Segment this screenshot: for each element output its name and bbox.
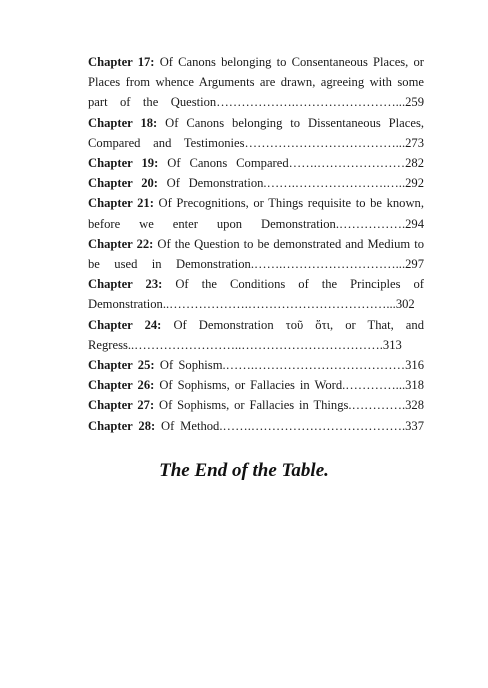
chapter-title: Of Sophisms, or Fallacies in Word.…………...318 [159,378,425,393]
toc-entry-chapter-24 [88,315,424,355]
end-of-table-heading: The End of the Table. [159,460,329,481]
chapter-label: Chapter 19: [88,156,159,171]
toc-entry-chapter-19 [88,153,424,173]
table-of-contents [88,52,424,436]
chapter-label: Chapter 25: [88,358,155,373]
toc-entry-chapter-18 [88,113,424,153]
chapter-label: Chapter 17: [88,55,155,69]
chapter-title: Of Method.…….……………………………….337 [161,418,425,433]
toc-entry-chapter-23 [88,274,424,314]
toc-entry-chapter-21 [88,193,424,233]
chapter-label: Chapter 21: [88,196,154,211]
chapter-title: Of Demonstration.…….………………….…..292 [166,176,424,191]
chapter-label: Chapter 23: [88,277,163,292]
chapter-label: Chapter 28: [88,418,156,433]
chapter-title: Of Sophism.…….………………………………316 [159,358,424,373]
toc-entry-chapter-25 [88,355,424,375]
chapter-title: Of Canons Compared…….…………………282 [167,156,424,171]
toc-entry-chapter-26 [88,375,424,395]
chapter-title: Of the Conditions of the Principles of Demonstration..……………….……………………………...302 [88,277,424,312]
chapter-label: Chapter 26: [88,378,155,393]
chapter-label: Chapter 20: [88,176,158,191]
toc-entry-chapter-28 [88,416,424,436]
chapter-label: Chapter 22: [88,236,154,251]
toc-entry-chapter-17 [88,52,424,113]
chapter-title: Of Precognitions, or Things requisite to be known, before we enter upon Demonstration.…………….294 [88,196,425,231]
toc-entry-chapter-22 [88,234,424,274]
chapter-label: Chapter 24: [88,317,162,332]
toc-entry-chapter-20 [88,173,424,193]
chapter-title: Of the Question to be demonstrated and Medium to be used in Demonstration.…….………………………...297 [88,236,424,272]
chapter-title: Of Sophisms, or Fallacies in Things.………….328 [159,398,424,413]
chapter-title: Of Canons belonging to Dissentaneous Places, Compared and Testimonies………………………………...273 [88,115,424,150]
chapter-title: Of Canons belonging to Consentaneous Places, or Places from whence Arguments are drawn, agreeing with some part of the Question……………….……………………...259 [88,55,424,110]
chapter-title: Of Demonstration τοῦ ὅτι, or That, and Regress..……………………..…………………………….313 [88,317,424,352]
toc-entry-chapter-27 [88,395,424,415]
chapter-label: Chapter 18: [88,115,158,130]
chapter-label: Chapter 27: [88,398,155,413]
